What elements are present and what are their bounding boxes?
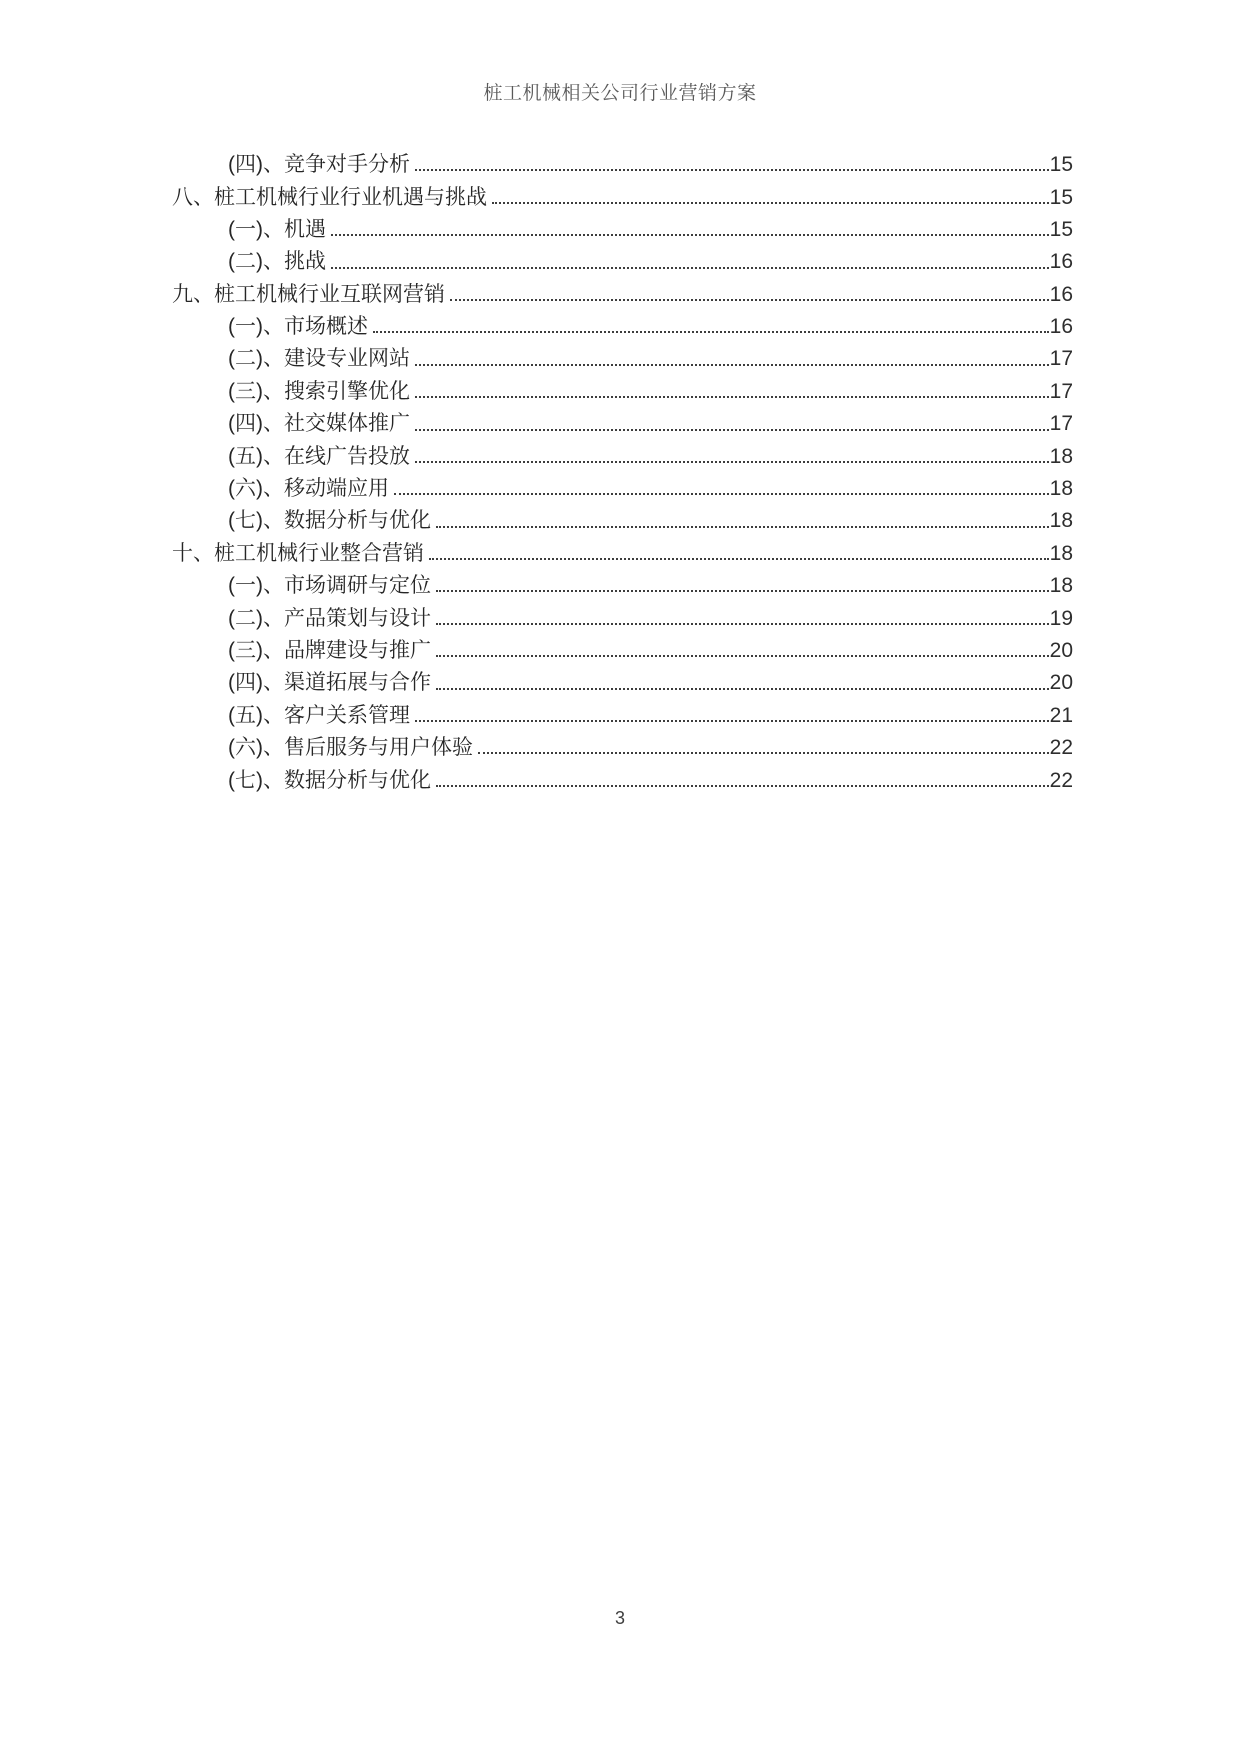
toc-entry-page: 15 (1049, 153, 1073, 177)
toc-entry-page: 19 (1049, 606, 1073, 630)
toc-entry-page: 18 (1049, 444, 1073, 468)
toc-entry-label: (四)、竞争对手分析 (228, 153, 410, 177)
footer-page-number: 3 (614, 1608, 625, 1628)
toc-entry-page: 18 (1049, 509, 1073, 533)
toc-entry-label: (七)、数据分析与优化 (228, 509, 431, 533)
toc-leader-dots (436, 688, 1049, 690)
toc-entry-page: 21 (1049, 703, 1073, 727)
toc-entry-label: (二)、产品策划与设计 (228, 606, 431, 630)
toc-entry-page: 17 (1049, 379, 1073, 403)
table-of-contents (172, 146, 1073, 794)
toc-entry[interactable] (172, 502, 1073, 534)
toc-leader-dots (436, 526, 1049, 528)
toc-leader-dots (415, 429, 1049, 431)
toc-entry[interactable] (172, 664, 1073, 696)
toc-entry[interactable] (172, 567, 1073, 599)
toc-entry-page: 16 (1049, 315, 1073, 339)
toc-entry-page: 17 (1049, 347, 1073, 371)
toc-entry[interactable] (172, 632, 1073, 664)
toc-entry-label: 十、桩工机械行业整合营销 (172, 541, 424, 565)
toc-entry-page: 18 (1049, 477, 1073, 501)
toc-entry-label: (六)、售后服务与用户体验 (228, 736, 473, 760)
toc-entry-page: 20 (1049, 639, 1073, 662)
toc-entry[interactable] (172, 308, 1073, 340)
toc-entry-page: 17 (1049, 412, 1073, 436)
toc-entry[interactable] (172, 535, 1073, 567)
toc-entry-label: 八、桩工机械行业行业机遇与挑战 (172, 185, 487, 209)
toc-entry-label: (七)、数据分析与优化 (228, 768, 431, 792)
toc-leader-dots (415, 720, 1049, 722)
toc-entry[interactable] (172, 599, 1073, 631)
toc-entry[interactable] (172, 405, 1073, 437)
toc-leader-dots (415, 364, 1049, 366)
toc-entry-label: (六)、移动端应用 (228, 477, 389, 501)
toc-leader-dots (415, 396, 1049, 398)
toc-entry-page: 18 (1049, 574, 1073, 598)
toc-leader-dots (394, 493, 1049, 495)
toc-entry-label: 九、桩工机械行业互联网营销 (172, 282, 445, 306)
toc-entry-page: 22 (1049, 768, 1073, 792)
toc-entry-label: (一)、市场概述 (228, 315, 368, 339)
toc-entry-page: 18 (1049, 541, 1073, 565)
toc-entry-page: 15 (1049, 217, 1073, 241)
toc-leader-dots (436, 785, 1049, 787)
toc-entry-label: (三)、搜索引擎优化 (228, 379, 410, 403)
toc-entry[interactable] (172, 729, 1073, 761)
toc-entry-label: (一)、机遇 (228, 217, 326, 241)
document-header-title: 桩工机械相关公司行业营销方案 (483, 83, 757, 104)
toc-leader-dots (436, 623, 1049, 625)
toc-entry[interactable] (172, 438, 1073, 470)
toc-entry[interactable] (172, 373, 1073, 405)
toc-entry-page: 16 (1049, 250, 1073, 274)
toc-entry[interactable] (172, 470, 1073, 502)
toc-leader-dots (436, 655, 1049, 657)
toc-entry-page: 16 (1049, 282, 1073, 306)
toc-entry-label: (二)、挑战 (228, 250, 326, 274)
toc-entry[interactable] (172, 276, 1073, 308)
toc-entry[interactable] (172, 761, 1073, 793)
toc-entry[interactable] (172, 243, 1073, 275)
toc-leader-dots (478, 752, 1049, 754)
toc-entry-label: (一)、市场调研与定位 (228, 574, 431, 598)
toc-leader-dots (450, 299, 1049, 301)
toc-entry-page: 20 (1049, 671, 1073, 695)
toc-entry-label: (四)、渠道拓展与合作 (228, 671, 431, 695)
toc-leader-dots (415, 169, 1049, 171)
toc-entry[interactable] (172, 178, 1073, 210)
toc-leader-dots (373, 331, 1049, 333)
toc-entry[interactable] (172, 146, 1073, 178)
toc-leader-dots (415, 461, 1049, 463)
toc-entry[interactable] (172, 697, 1073, 729)
toc-entry-label: (五)、在线广告投放 (228, 444, 410, 468)
toc-leader-dots (331, 234, 1049, 236)
toc-entry-label: (二)、建设专业网站 (228, 347, 410, 371)
toc-entry-label: (三)、品牌建设与推广 (228, 639, 431, 662)
toc-leader-dots (331, 267, 1049, 269)
toc-entry-label: (五)、客户关系管理 (228, 703, 410, 727)
toc-leader-dots (436, 590, 1049, 592)
toc-entry[interactable] (172, 340, 1073, 372)
toc-entry-page: 22 (1049, 736, 1073, 760)
toc-leader-dots (429, 558, 1049, 560)
toc-entry-page: 15 (1049, 185, 1073, 209)
toc-entry-label: (四)、社交媒体推广 (228, 412, 410, 436)
toc-leader-dots (492, 202, 1049, 204)
toc-entry[interactable] (172, 211, 1073, 243)
